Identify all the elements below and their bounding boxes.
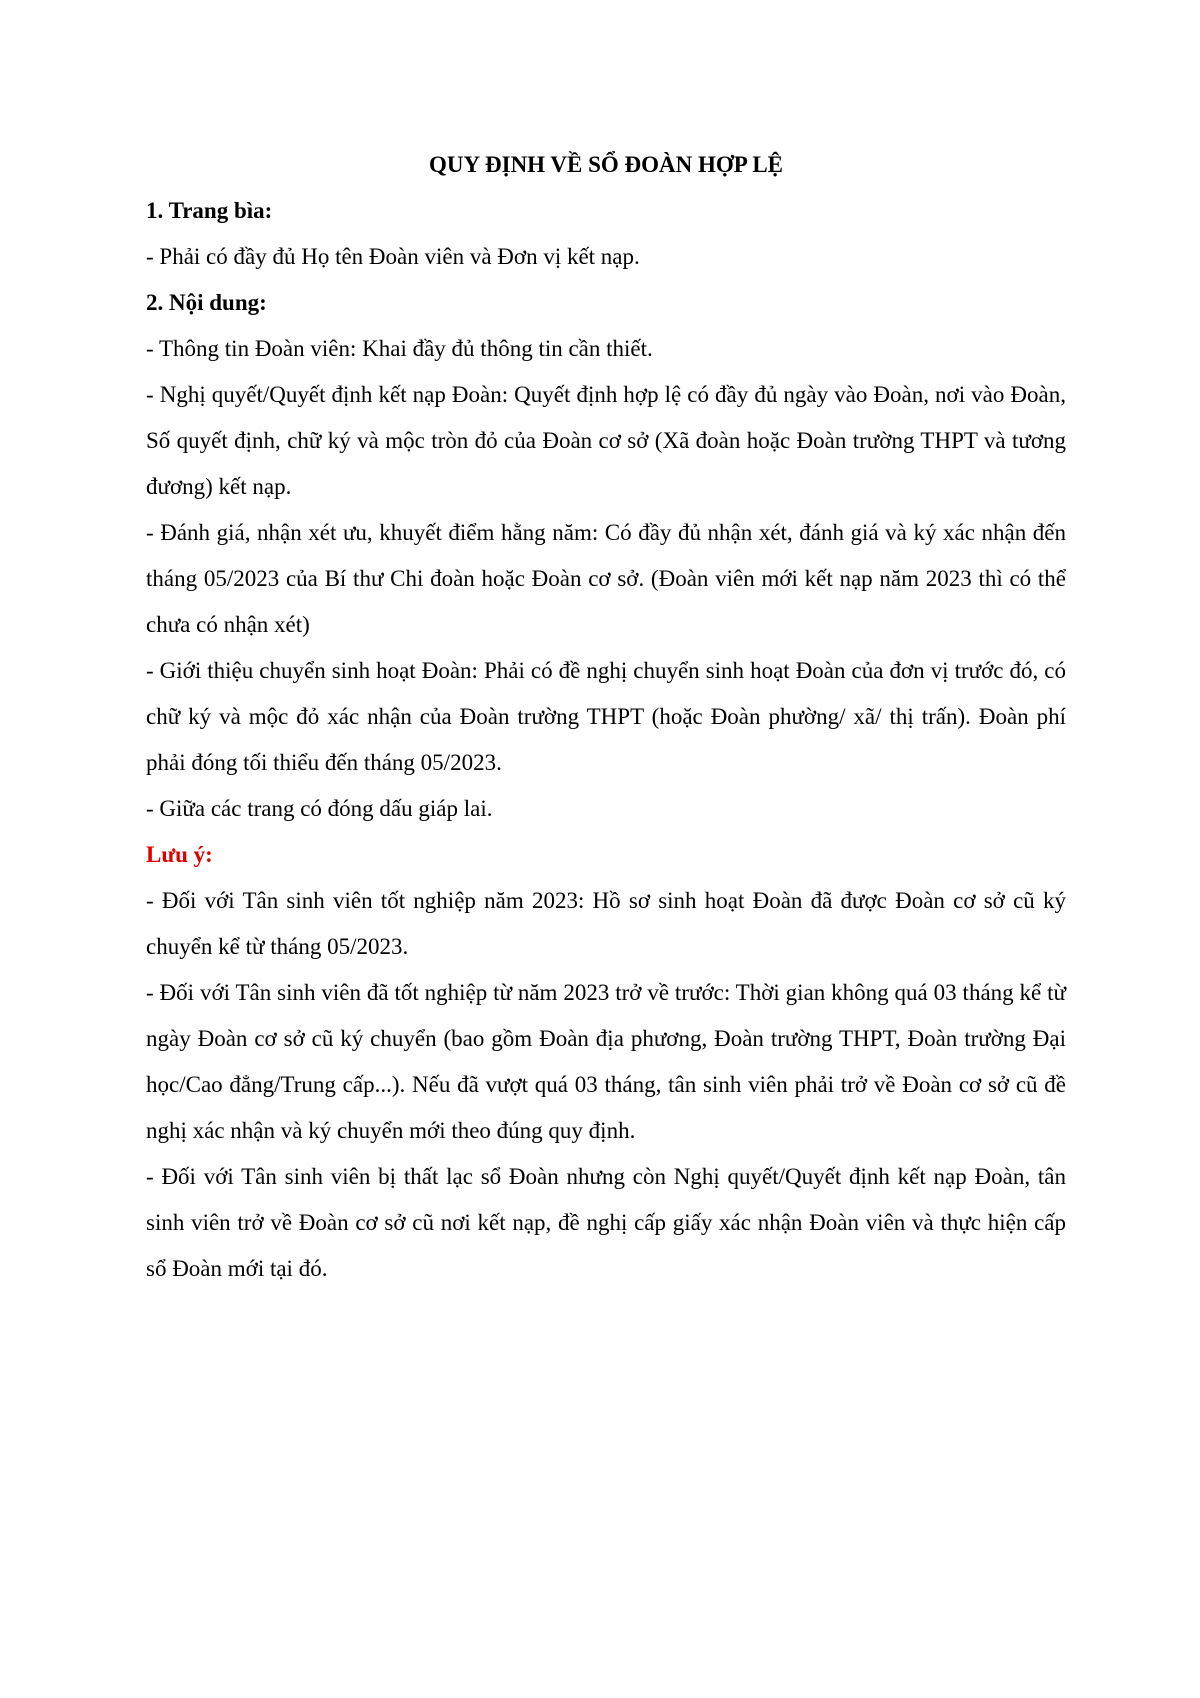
document-title: QUY ĐỊNH VỀ SỔ ĐOÀN HỢP LỆ [429, 152, 783, 177]
content-item-page-seal: - Giữa các trang có đóng dấu giáp lai. [146, 796, 493, 821]
note-heading: Lưu ý: [146, 842, 213, 867]
document-body [146, 142, 1066, 1292]
note-item-earlier-graduates: - Đối với Tân sinh viên đã tốt nghiệp từ năm 2023 trở về trước: Thời gian không quá 03 tháng kể từ ngày Đoàn cơ sở cũ ký chuyển (bao gồm Đoàn địa phương, Đoàn trường THPT, Đoàn trường Đại học/Cao đẳng/Trung cấp...). Nếu đã vượt quá 03 tháng, tân sinh viên phải trở về Đoàn cơ sở cũ đề nghị xác nhận và ký chuyển mới theo đúng quy định. [146, 980, 1066, 1143]
content-item-annual-evaluation: - Đánh giá, nhận xét ưu, khuyết điểm hằng năm: Có đầy đủ nhận xét, đánh giá và ký xác nhận đến tháng 05/2023 của Bí thư Chi đoàn hoặc Đoàn cơ sở. (Đoàn viên mới kết nạp năm 2023 thì có thể chưa có nhận xét) [146, 520, 1066, 637]
section-heading-cover: 1. Trang bìa: [146, 198, 273, 223]
note-item-graduates-2023: - Đối với Tân sinh viên tốt nghiệp năm 2023: Hồ sơ sinh hoạt Đoàn đã được Đoàn cơ sở cũ ký chuyển kể từ tháng 05/2023. [146, 888, 1066, 959]
content-item-transfer-introduction: - Giới thiệu chuyển sinh hoạt Đoàn: Phải có đề nghị chuyển sinh hoạt Đoàn của đơn vị trước đó, có chữ ký và mộc đỏ xác nhận của Đoàn trường THPT (hoặc Đoàn phường/ xã/ thị trấn). Đoàn phí phải đóng tối thiểu đến tháng 05/2023. [146, 658, 1066, 775]
section-heading-content: 2. Nội dung: [146, 290, 267, 315]
note-item-lost-book: - Đối với Tân sinh viên bị thất lạc sổ Đoàn nhưng còn Nghị quyết/Quyết định kết nạp Đoàn, tân sinh viên trở về Đoàn cơ sở cũ nơi kết nạp, đề nghị cấp giấy xác nhận Đoàn viên và thực hiện cấp sổ Đoàn mới tại đó. [146, 1164, 1066, 1281]
content-item-admission-decision: - Nghị quyết/Quyết định kết nạp Đoàn: Quyết định hợp lệ có đầy đủ ngày vào Đoàn, nơi vào Đoàn, Số quyết định, chữ ký và mộc tròn đỏ của Đoàn cơ sở (Xã đoàn hoặc Đoàn trường THPT và tương đương) kết nạp. [146, 382, 1066, 499]
cover-requirement: - Phải có đầy đủ Họ tên Đoàn viên và Đơn vị kết nạp. [146, 244, 640, 269]
content-item-member-info: - Thông tin Đoàn viên: Khai đầy đủ thông tin cần thiết. [146, 336, 653, 361]
